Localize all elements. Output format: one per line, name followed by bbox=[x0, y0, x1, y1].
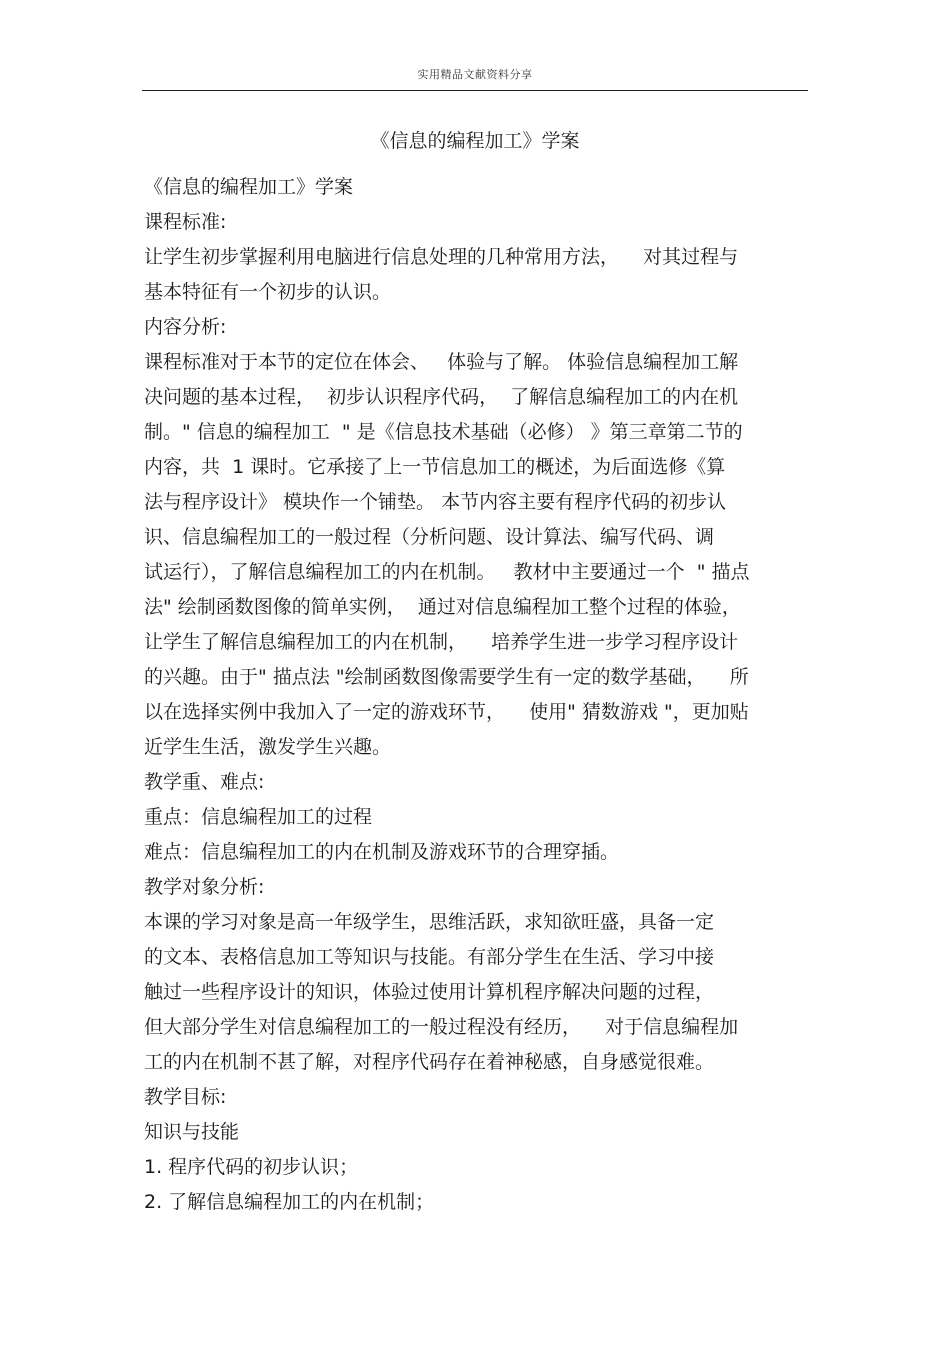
body-line: 教学重、难点: bbox=[144, 771, 265, 793]
body-line: 本课的学习对象是高一年级学生，思维活跃，求知欲旺盛，具备一定 bbox=[144, 911, 715, 933]
body-line: 内容分析: bbox=[144, 316, 227, 338]
body-line: 试运行），了解信息编程加工的内在机制。 教材中主要通过一个 " 描点 bbox=[144, 561, 750, 583]
body-line: 但大部分学生对信息编程加工的一般过程没有经历， 对于信息编程加 bbox=[144, 1016, 739, 1038]
header-rule bbox=[142, 90, 808, 91]
body-line: 1. 程序代码的初步认识； bbox=[144, 1156, 359, 1178]
body-line: 2. 了解信息编程加工的内在机制； bbox=[144, 1191, 435, 1213]
body-line: 让学生初步掌握利用电脑进行信息处理的几种常用方法， 对其过程与 bbox=[144, 246, 739, 268]
body-line: 以在选择实例中我加入了一定的游戏环节， 使用" 猜数游戏 "，更加贴 bbox=[144, 701, 749, 723]
body-line: 重点：信息编程加工的过程 bbox=[144, 806, 373, 828]
document-title: 《信息的编程加工》学案 bbox=[370, 130, 580, 152]
body-line: 制。" 信息的编程加工 " 是《信息技术基础（必修） 》第三章第二节的 bbox=[144, 421, 743, 443]
body-line: 触过一些程序设计的知识，体验过使用计算机程序解决问题的过程， bbox=[144, 981, 715, 1003]
running-header: 实用精品文献资料分享 bbox=[417, 68, 533, 81]
body-line: 的兴趣。由于" 描点法 "绘制函数图像需要学生有一定的数学基础， 所 bbox=[144, 666, 749, 688]
body-line: 法" 绘制函数图像的简单实例， 通过对信息编程加工整个过程的体验， bbox=[144, 596, 741, 618]
body-line: 识、信息编程加工的一般过程（分析问题、设计算法、编写代码、调 bbox=[144, 526, 715, 548]
body-line: 法与程序设计》 模块作一个铺垫。 本节内容主要有程序代码的初步认 bbox=[144, 491, 727, 513]
body-line: 的文本、表格信息加工等知识与技能。有部分学生在生活、学习中接 bbox=[144, 946, 715, 968]
body-line: 让学生了解信息编程加工的内在机制， 培养学生进一步学习程序设计 bbox=[144, 631, 739, 653]
body-line: 知识与技能 bbox=[144, 1121, 240, 1143]
body-line: 课程标准: bbox=[144, 211, 227, 233]
body-line: 课程标准对于本节的定位在体会、 体验与了解。 体验信息编程加工解 bbox=[144, 351, 739, 373]
body-line: 难点：信息编程加工的内在机制及游戏环节的合理穿插。 bbox=[144, 841, 620, 863]
body-line: 工的内在机制不甚了解，对程序代码存在着神秘感，自身感觉很难。 bbox=[144, 1051, 715, 1073]
body-line: 内容，共 1 课时。它承接了上一节信息加工的概述，为后面选修《算 bbox=[144, 456, 726, 478]
body-line: 基本特征有一个初步的认识。 bbox=[144, 281, 392, 303]
body-line: 《信息的编程加工》学案 bbox=[144, 176, 354, 198]
body-line: 教学目标: bbox=[144, 1086, 227, 1108]
body-line: 教学对象分析: bbox=[144, 876, 265, 898]
body-line: 近学生生活，激发学生兴趣。 bbox=[144, 736, 392, 758]
body-line: 决问题的基本过程， 初步认识程序代码， 了解信息编程加工的内在机 bbox=[144, 386, 739, 408]
